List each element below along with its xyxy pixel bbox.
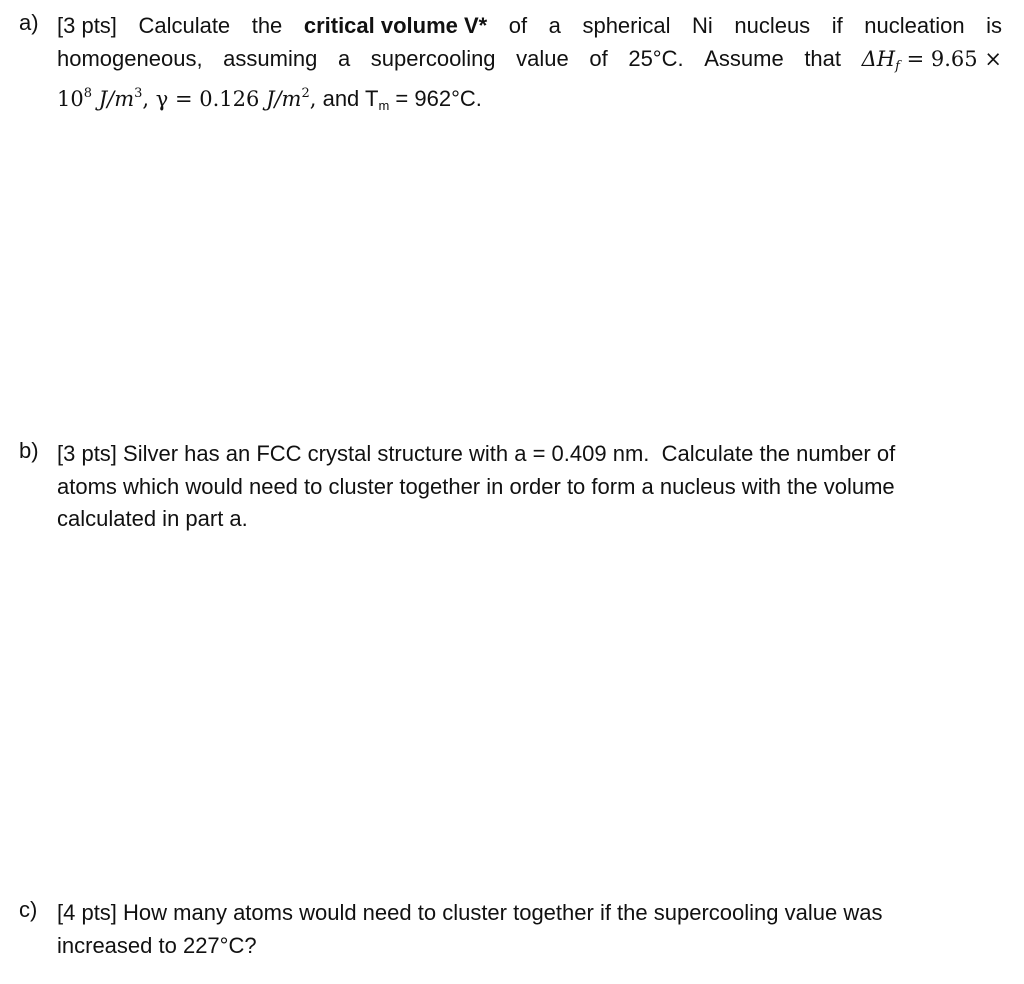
unit-exponent: 2 [301, 86, 310, 101]
question-c-line-2: increased to 227°C? [57, 932, 257, 958]
word: of [589, 45, 608, 71]
word: if [831, 13, 843, 38]
word: value [516, 45, 569, 71]
surface-energy: , γ = 0.126 [142, 87, 260, 111]
delta-h-subscript: f [895, 58, 900, 74]
word: a [548, 13, 561, 38]
question-a-line-2 [57, 43, 1002, 84]
question-b [19, 438, 1002, 536]
question-a-line-1 [57, 10, 1002, 43]
points-a: [3 pts] [57, 13, 117, 38]
question-a [19, 10, 1002, 123]
enthalpy-expression [862, 43, 1002, 84]
comma: , [309, 87, 317, 111]
word: of [508, 13, 528, 38]
question-a-label: a) [19, 10, 39, 35]
word: nucleus [734, 13, 811, 38]
word: spherical [582, 13, 671, 38]
melting-temperature-value: = 962°C. [395, 86, 482, 111]
question-b-text [57, 438, 1002, 536]
power-exponent: 8 [83, 86, 93, 101]
question-c-line-1: [4 pts] How many atoms would need to cluster together if the supercooling value was [57, 900, 883, 925]
critical-volume-term: critical volume V* [303, 13, 488, 38]
question-b-line-3: calculated in part a. [57, 506, 248, 531]
word: Calculate [138, 13, 231, 38]
word: supercooling [370, 45, 496, 71]
question-b-label: b) [19, 438, 39, 463]
enthalpy-value: = 9.65 × [906, 46, 1002, 71]
enthalpy-magnitude [57, 87, 316, 111]
question-c [19, 897, 1002, 962]
word: a [337, 45, 351, 71]
melting-temperature: and T [322, 86, 379, 111]
unit: J/m [266, 87, 302, 111]
unit: J/m [98, 87, 135, 111]
question-a-line-3 [57, 83, 1002, 123]
word: homogeneous, [57, 45, 203, 71]
tm-subscript: m [378, 98, 390, 113]
word: that [804, 45, 842, 71]
power-base: 10 [57, 87, 84, 111]
question-b-line-1: [3 pts] Silver has an FCC crystal structure with a = 0.409 nm. Calculate the number of [57, 441, 896, 466]
word: assuming [223, 45, 318, 71]
word: the [251, 13, 283, 38]
word: Assume [704, 45, 784, 71]
word: 25°C. [628, 45, 684, 71]
question-c-label: c) [19, 897, 38, 922]
question-b-line-2: atoms which would need to cluster together in order to form a nucleus with the volume [57, 473, 895, 499]
word: is [986, 13, 1002, 38]
question-c-text [57, 897, 1002, 962]
word: Ni [692, 13, 713, 38]
question-a-text [57, 10, 1002, 123]
delta-h: ΔH [861, 46, 896, 71]
word: nucleation [864, 13, 965, 38]
unit-exponent: 3 [134, 86, 143, 101]
